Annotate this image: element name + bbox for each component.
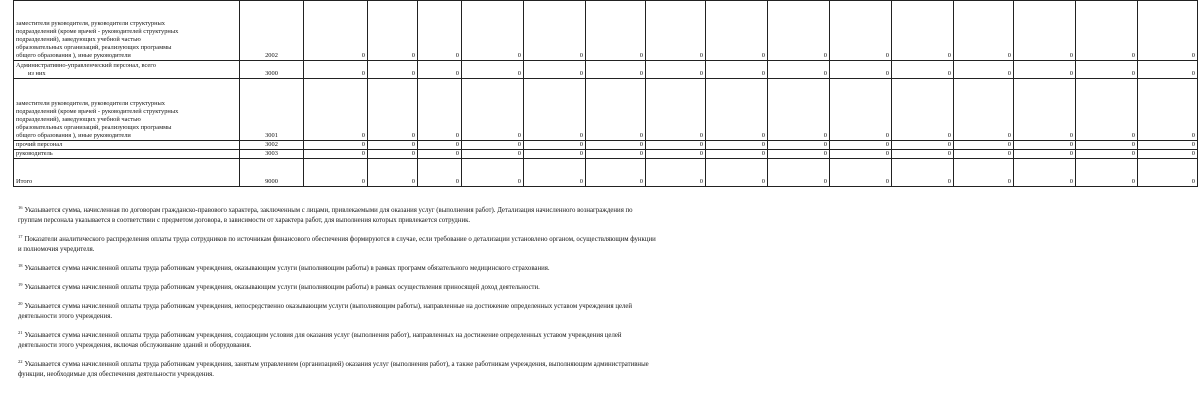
value-cell: 0 xyxy=(1014,159,1076,187)
value-cell: 0 xyxy=(768,61,830,79)
value-cell: 0 xyxy=(524,141,586,150)
row-label-line: заместители руководителя, руководители структурных xyxy=(16,20,165,27)
value-cell: 0 xyxy=(524,79,586,141)
value-cell: 0 xyxy=(1138,141,1198,150)
footnote-text: Указывается сумма начисленной оплаты труда работникам учреждения, оказывающим услуги (выполняющим работы) в рамках программ обязательного медицинского страхования. xyxy=(24,265,550,272)
footnote-number: 22 xyxy=(18,359,23,364)
row-label-line: подразделений), заведующих учебной частью xyxy=(16,116,141,123)
footnote xyxy=(18,357,658,380)
value-cell: 0 xyxy=(368,141,418,150)
table-row xyxy=(14,61,1198,79)
footnote xyxy=(18,261,658,274)
value-cell: 0 xyxy=(524,1,586,61)
value-cell: 0 xyxy=(462,61,524,79)
row-code: 3002 xyxy=(240,141,304,150)
value-cell: 0 xyxy=(304,61,368,79)
table-row xyxy=(14,79,1198,141)
row-label-line: из них xyxy=(28,70,46,77)
row-label-line: прочий персонал xyxy=(16,141,63,148)
value-cell: 0 xyxy=(706,159,768,187)
table-body xyxy=(14,1,1198,187)
value-cell: 0 xyxy=(892,159,954,187)
value-cell: 0 xyxy=(1138,159,1198,187)
value-cell: 0 xyxy=(830,61,892,79)
value-cell: 0 xyxy=(1076,150,1138,159)
row-label-line: Административно-управленческий персонал, всего xyxy=(16,62,156,69)
value-cell: 0 xyxy=(830,79,892,141)
value-cell: 0 xyxy=(646,79,706,141)
value-cell: 0 xyxy=(706,150,768,159)
value-cell: 0 xyxy=(892,79,954,141)
value-cell: 0 xyxy=(768,141,830,150)
value-cell: 0 xyxy=(892,61,954,79)
value-cell: 0 xyxy=(1014,1,1076,61)
value-cell: 0 xyxy=(304,79,368,141)
row-label xyxy=(14,159,240,187)
footnote xyxy=(18,232,658,255)
value-cell: 0 xyxy=(418,79,462,141)
value-cell: 0 xyxy=(1014,141,1076,150)
value-cell: 0 xyxy=(646,61,706,79)
footnote xyxy=(18,299,658,322)
row-label-line: Итого xyxy=(16,178,33,185)
value-cell: 0 xyxy=(830,141,892,150)
footnote-number: 17 xyxy=(18,234,23,239)
value-cell: 0 xyxy=(646,159,706,187)
value-cell: 0 xyxy=(646,141,706,150)
value-cell: 0 xyxy=(304,150,368,159)
value-cell: 0 xyxy=(892,141,954,150)
row-label xyxy=(14,141,240,150)
value-cell: 0 xyxy=(462,159,524,187)
row-label-line: заместители руководителя, руководители структурных xyxy=(16,100,165,107)
value-cell: 0 xyxy=(954,141,1014,150)
row-label xyxy=(14,61,240,79)
value-cell: 0 xyxy=(1014,79,1076,141)
row-code: 9000 xyxy=(240,159,304,187)
footnote xyxy=(18,203,658,226)
value-cell: 0 xyxy=(706,61,768,79)
report-table xyxy=(13,0,1198,187)
value-cell: 0 xyxy=(954,79,1014,141)
row-label-line: образовательных организаций, реализующих программы xyxy=(16,44,172,51)
value-cell: 0 xyxy=(586,1,646,61)
footnote-text: Указывается сумма, начисленная по договорам гражданско-правового характера, заключенным с лицами, привлекаемыми для оказания услуг (выполнения работ). Детализация начисленного вознаграждения по группам персонала указывается в соответствии с предметом договора, в зависимости от характера работ, для выполнения которых привлекается сотрудник. xyxy=(18,207,633,224)
value-cell: 0 xyxy=(586,79,646,141)
value-cell: 0 xyxy=(830,1,892,61)
row-label-line: общего образования ), иные руководители xyxy=(16,52,131,59)
value-cell: 0 xyxy=(1076,79,1138,141)
footnotes xyxy=(18,203,658,386)
value-cell: 0 xyxy=(954,159,1014,187)
value-cell: 0 xyxy=(1138,79,1198,141)
value-cell: 0 xyxy=(586,141,646,150)
value-cell: 0 xyxy=(418,150,462,159)
value-cell: 0 xyxy=(954,1,1014,61)
value-cell: 0 xyxy=(418,159,462,187)
footnote-text: Указывается сумма начисленной оплаты труда работникам учреждения, оказывающим услуги (выполняющим работы) в рамках осуществления приносящей доход деятельности. xyxy=(24,284,540,291)
value-cell: 0 xyxy=(368,1,418,61)
row-label-line: руководитель xyxy=(16,150,53,157)
value-cell: 0 xyxy=(368,61,418,79)
value-cell: 0 xyxy=(1076,159,1138,187)
value-cell: 0 xyxy=(954,150,1014,159)
table-row xyxy=(14,141,1198,150)
value-cell: 0 xyxy=(462,79,524,141)
row-code: 3001 xyxy=(240,79,304,141)
value-cell: 0 xyxy=(418,141,462,150)
row-label-line: подразделений (кроме врачей - руководителей структурных xyxy=(16,28,179,35)
footnote-text: Указывается сумма начисленной оплаты труда работникам учреждения, занятым управлением (организацией) оказания услуг (выполнения работ), а также работникам учреждения, выполняющим административные функции, необходимые для обеспечения деятельности учреждения. xyxy=(18,361,649,378)
value-cell: 0 xyxy=(524,150,586,159)
value-cell: 0 xyxy=(586,159,646,187)
footnote-text: Указывается сумма начисленной оплаты труда работникам учреждения, создающим условия для оказания услуг (выполнения работ), направленных на достижение определенных уставом учреждения целей деятельности этого учреждения, включая обслуживание зданий и оборудования. xyxy=(18,332,622,349)
value-cell: 0 xyxy=(586,150,646,159)
row-label xyxy=(14,1,240,61)
value-cell: 0 xyxy=(706,141,768,150)
value-cell: 0 xyxy=(1076,1,1138,61)
table-row xyxy=(14,159,1198,187)
row-label xyxy=(14,79,240,141)
footnote-number: 20 xyxy=(18,301,23,306)
value-cell: 0 xyxy=(418,61,462,79)
footnote-text: Указывается сумма начисленной оплаты труда работникам учреждения, непосредственно оказывающим услуги (выполняющим работы), направленные на достижение определенных уставом учреждения целей деятельности этого учреждения. xyxy=(18,303,633,320)
row-code: 3003 xyxy=(240,150,304,159)
value-cell: 0 xyxy=(892,150,954,159)
value-cell: 0 xyxy=(892,1,954,61)
value-cell: 0 xyxy=(1076,61,1138,79)
value-cell: 0 xyxy=(304,1,368,61)
value-cell: 0 xyxy=(954,61,1014,79)
row-label-line: подразделений (кроме врачей - руководителей структурных xyxy=(16,108,179,115)
value-cell: 0 xyxy=(462,141,524,150)
value-cell: 0 xyxy=(646,1,706,61)
footnote-number: 16 xyxy=(18,205,23,210)
value-cell: 0 xyxy=(768,1,830,61)
footnote-number: 19 xyxy=(18,282,23,287)
row-label xyxy=(14,150,240,159)
value-cell: 0 xyxy=(1076,141,1138,150)
value-cell: 0 xyxy=(1138,61,1198,79)
value-cell: 0 xyxy=(586,61,646,79)
value-cell: 0 xyxy=(462,150,524,159)
table-row xyxy=(14,150,1198,159)
value-cell: 0 xyxy=(1014,61,1076,79)
row-label-line: подразделений), заведующих учебной частью xyxy=(16,36,141,43)
value-cell: 0 xyxy=(646,150,706,159)
row-code: 2002 xyxy=(240,1,304,61)
value-cell: 0 xyxy=(368,150,418,159)
value-cell: 0 xyxy=(1138,1,1198,61)
value-cell: 0 xyxy=(1014,150,1076,159)
row-label-line: образовательных организаций, реализующих программы xyxy=(16,124,172,131)
footnote-text: Показатели аналитического распределения оплаты труда сотрудников по источникам финансового обеспечения формируются в случае, если требование о детализации установлено органом, осуществляющим функции и полномочия учредителя. xyxy=(18,236,656,253)
value-cell: 0 xyxy=(768,79,830,141)
footnote-number: 18 xyxy=(18,263,23,268)
row-code: 3000 xyxy=(240,61,304,79)
value-cell: 0 xyxy=(304,159,368,187)
value-cell: 0 xyxy=(524,61,586,79)
footnote xyxy=(18,280,658,293)
value-cell: 0 xyxy=(830,150,892,159)
value-cell: 0 xyxy=(368,79,418,141)
value-cell: 0 xyxy=(768,159,830,187)
value-cell: 0 xyxy=(706,79,768,141)
row-label-line: общего образования ), иные руководители xyxy=(16,132,131,139)
value-cell: 0 xyxy=(706,1,768,61)
value-cell: 0 xyxy=(768,150,830,159)
table-row xyxy=(14,1,1198,61)
footnote xyxy=(18,328,658,351)
value-cell: 0 xyxy=(418,1,462,61)
value-cell: 0 xyxy=(462,1,524,61)
value-cell: 0 xyxy=(524,159,586,187)
value-cell: 0 xyxy=(368,159,418,187)
value-cell: 0 xyxy=(1138,150,1198,159)
footnote-number: 21 xyxy=(18,330,23,335)
value-cell: 0 xyxy=(304,141,368,150)
value-cell: 0 xyxy=(830,159,892,187)
